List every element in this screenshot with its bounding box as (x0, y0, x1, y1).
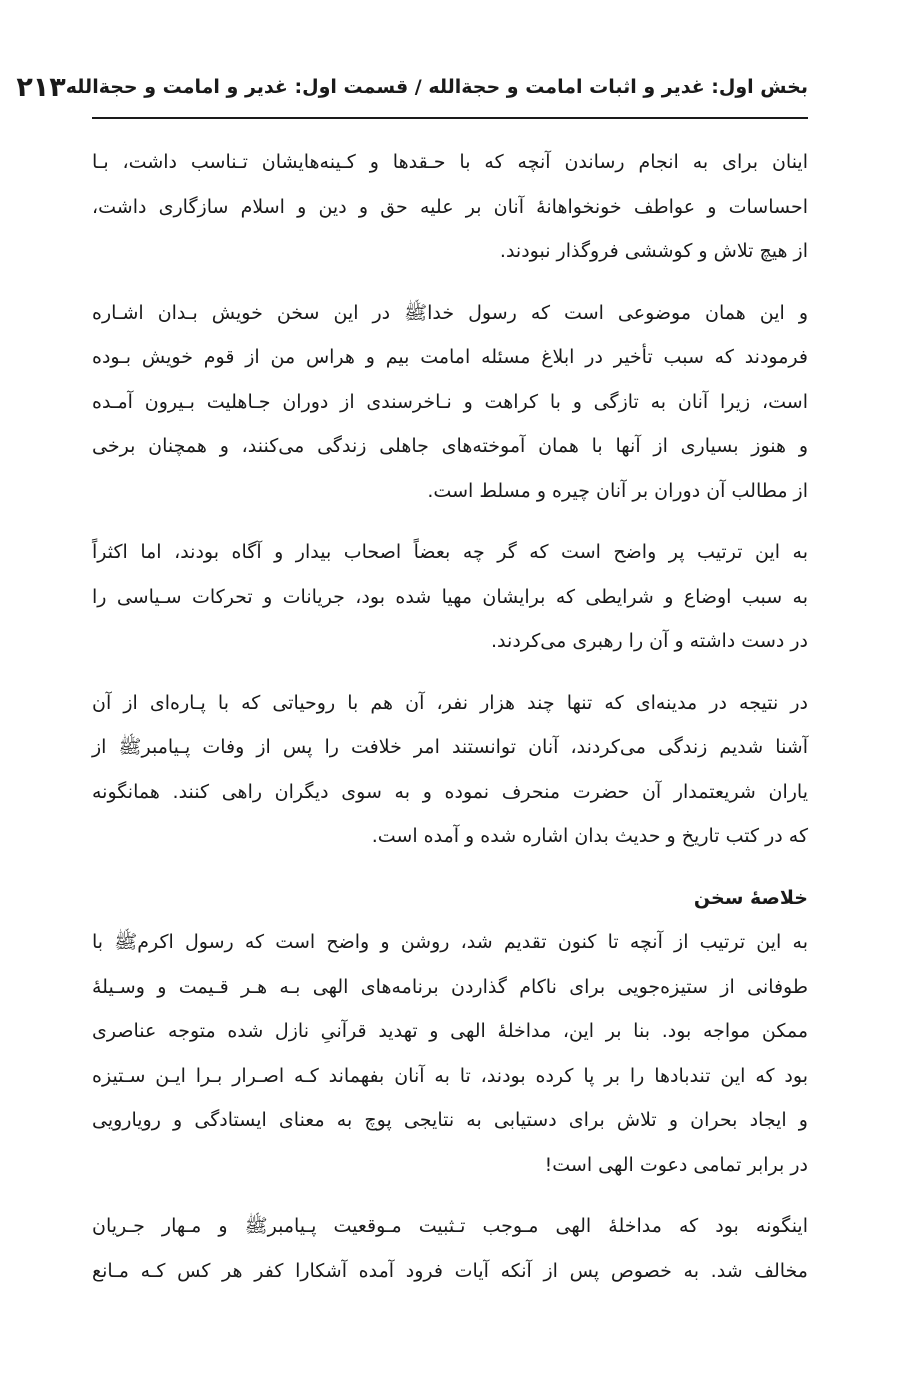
header-title: بخش اول: غدیر و اثبات امامت و حجةالله / قسمت اول: غدیر و امامت و حجةالله (65, 76, 808, 98)
text-line: آشنا شدیم زندگی می‌کردند، آنان توانستند امر خلافت را پس از وفات پـیامبرﷺ از (92, 736, 808, 758)
text-line: یاران شریعتمدار آن حضرت منحرف نموده و به سوی دیگران راهی کنند. همانگونه (92, 780, 808, 803)
header-rule (92, 117, 808, 119)
text-line: در برابر تمامی دعوت الهی است! (544, 1153, 808, 1176)
page-number: ۲۱۳ (16, 71, 66, 103)
text-line: و هنوز بسیاری از آنها با همان آموخته‌های جاهلی زندگی می‌کنند، و همچنان برخی (92, 435, 808, 457)
text-line: از هیچ تلاش و کوششی فروگذار نبودند. (499, 240, 808, 262)
text-line: به این ترتیب پر واضح است که گر چه بعضاً اصحاب بیدار و آگاه بودند، اما اکثراً (92, 541, 808, 563)
section-heading: خلاصهٔ سخن (693, 886, 808, 909)
paragraph-3 (92, 530, 808, 664)
paragraph-4 (92, 681, 808, 859)
section-paragraph-1 (92, 920, 808, 1187)
running-header (16, 62, 808, 112)
text-line: اینگونه بود که مداخلهٔ الهی مـوجب تـثبیت مـوقعیت پـیامبرﷺ و مـهار جـریان (92, 1215, 808, 1237)
text-line: به این ترتیب از آنچه تا کنون تقدیم شد، روشن و واضح است که رسول اکرمﷺ با (92, 931, 808, 953)
text-line: و این همان موضوعی است که رسول خداﷺ در این سخن خویش بـدان اشـاره (92, 301, 808, 324)
text-line: که در کتب تاریخ و حدیث بدان اشاره شده و آمده است. (371, 825, 808, 847)
page-body (92, 140, 808, 1310)
text-line: در دست داشته و آن را رهبری می‌کردند. (491, 630, 808, 652)
text-line: اینان برای به انجام رساندن آنچه که با حـقدها و کـینه‌هایشان تـناسب داشت، بـا (92, 151, 808, 173)
text-line: طوفانی از ستیزه‌جویی برای ناکام گذاردن برنامه‌های الهی بـه هـر قـیمت و وسـیلهٔ (92, 975, 808, 998)
paragraph-2 (92, 291, 808, 514)
text-line: به سبب اوضاع و شرایطی که برایشان مهیا شده بود، جریانات و تحرکات سـیاسی را (92, 585, 808, 608)
text-line: احساسات و عواطف خونخواهانهٔ آنان بر علیه حق و دین و اسلام سازگاری داشت، (92, 195, 808, 218)
text-line: و ایجاد بحران و تلاش برای دستیابی به نتایجی پوچ به معنای ایستادگی و رویارویی (92, 1109, 808, 1131)
text-line: در نتیجه در مدینه‌ای که تنها چند هزار نفر، آن هم با روحیاتی که با پـاره‌ای از آن (92, 691, 808, 714)
text-line: ممکن مواجه بود. بنا بر این، مداخلهٔ الهی و تهدید قرآنیِ نازل شده متوجه عناصری (92, 1020, 808, 1042)
text-line: فرمودند که سبب تأخیر در ابلاغ مسئله امامت بیم و هراس من از قوم خویش بـوده (92, 346, 808, 368)
paragraph-1 (92, 140, 808, 274)
text-line: بود که این تندبادها را بر پا کرده بودند، تا به آنان بفهماند کـه اصـرار بـرا ایـن سـتیزه (92, 1064, 808, 1087)
text-line: از مطالب آن دوران بر آنان چیره و مسلط است. (427, 479, 808, 502)
section-paragraph-2 (92, 1204, 808, 1293)
text-line: مخالف شد. به خصوص پس از آنکه آیات فرود آمده آشکارا کفر هر کس کـه مـانع (92, 1259, 808, 1282)
text-line: است، زیرا آنان به تازگی و با کراهت و نـاخرسندی از دوران جـاهلیت بـیرون آمـده (92, 390, 808, 413)
